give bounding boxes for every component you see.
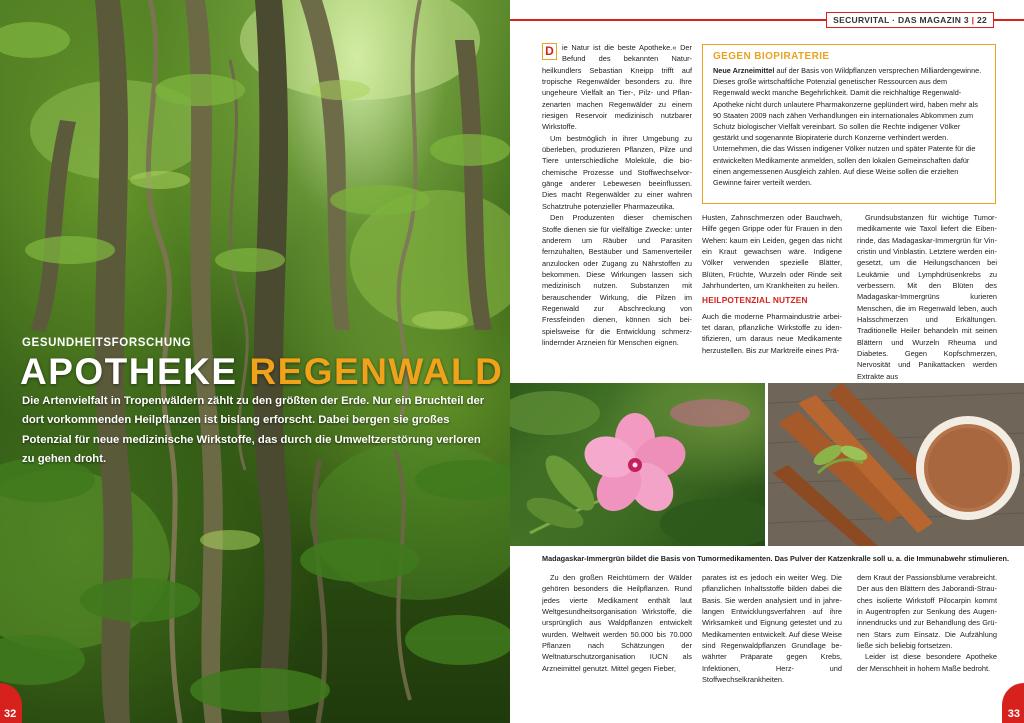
headline-part-white: APOTHEKE <box>20 351 238 392</box>
text-column-1 <box>542 42 692 348</box>
paragraph: Husten, Zahnschmerzen oder Bauchweh, Hilfe gegen Grippe oder für Frauen in den Wehen: kaum ein Leiden, gegen das nicht ein Kraut gewachsen wäre. Indigene Völker verwenden spezielle Blätter, Blüten, Früchte, Wurzeln oder Rinde seit Jahrhunderten, um Krankheiten zu heilen. <box>702 213 842 291</box>
subheading: HEILPOTENZIAL NUTZEN <box>702 295 808 306</box>
paragraph: Auch die moderne Pharmaindustrie arbeitet daran, pflanzliche Wirkstoffe zu identifizieren, um daraus neue Medikamente herzustellen. Bis zur Marktreife eines Prä- <box>702 311 842 355</box>
paragraph: Zu den großen Reichtümern der Wälder gehören besonders die Heilpflanzen. Rund jedes vierte Medikament enthält laut Weltgesundheitsorganisation Wirkstoffe, die ursprünglich aus Waldpflanzen entwickelt wurden. Weltweit werden 50.000 bis 70.000 Pflanzen nach Schätzungen der Weltnaturschutzorganisation IUCN als Arzneimittel genutzt. Mittel gegen Fieber, <box>542 573 692 673</box>
paragraph: dem Kraut der Passionsblume verabreicht. Der aus den Blättern des Jaborandi-Strauches isolierte Wirkstoff Pilocarpin kommt in Augentropfen zur Senkung des Augeninnendrucks und zur Behandlung des Grünen Stars zum Einsatz. Die Aufzählung ließe sich beliebig fortsetzen. <box>857 573 997 651</box>
bottom-text-column-3 <box>857 572 997 674</box>
paragraph: Um bestmöglich in ihrer Umgebung zu überleben, produzieren Pflanzen, Pilze und Tiere unterschiedliche Moleküle, die biochemische Prozesse und Stoffwechselvorgänge anderer Lebewesen beeinflussen. Dies macht Regenwälder zu einer wahren Schatztruhe potenzieller Pharmazeutika. <box>542 133 692 211</box>
cats-claw-bark-photo <box>768 383 1024 546</box>
header-page: 22 <box>976 15 987 25</box>
article-headline <box>20 351 503 393</box>
text-column-3 <box>857 212 997 382</box>
dropcap: D <box>542 43 557 60</box>
paragraph: Leider ist diese besondere Apotheke der Menschheit in hohem Maße bedroht. <box>857 652 997 673</box>
paragraph: D ie Natur ist die beste Apotheke.« Der Befund des bekannten Naturheilkundlers Sebastian Kneipp trifft auf tropische Regenwälder besonders zu. Ihre ungeheure Vielfalt an Tier-, Pilz- und Pflanzenarten machen Regenwälder zu einem riesigen Reservoir medizinisch nutzbarer Wirkstoffe. <box>542 43 692 132</box>
headline-part-orange: REGENWALD <box>249 351 504 392</box>
page-number-right: 33 <box>1007 708 1020 720</box>
box-text: Neue Arzneimittel auf der Basis von Wildpflanzen versprechen Milliardengewinne. Dieses große wirtschaftliche Potenzial genetischer Ressourcen aus dem Regenwald weckt manche Begehrlichkeit. Damit die reichhaltige Regenwald-Apotheke nicht durch unlautere Pharmakonzerne geplündert wird, haben mehr als 90 Staaten 2009 nach zähen Verhandlungen ein internationales Abkommen zum Schutz biologischer Vielfalt vereinbart. So sollen die Rechte indigener Völker gestärkt und sogenannte Biopiraterie durch Konzerne verhindert werden. Unternehmen, die das Wissen indigener Völker nutzen und später Patente für die entwickelten Medikamente anmelden, sollen den lokalen Gemeinschaften dafür einen angemessenen Ausgleich zahlen. Auf diese Weise sollen die erzielten Gewinne fairer verteilt werden. <box>713 66 982 188</box>
header-separator: | <box>971 15 975 25</box>
article-lead: Die Artenvielfalt in Tropenwäldern zählt zu den größten der Erde. Nur ein Bruchteil der dort vorkommenden Heilpflanzen ist bislang erforscht. Dabei bergen sie großes Potenzial für neue medizinische Wirkstoffe, das durch die Umweltzerstörung verloren zu gehen droht. <box>22 395 485 465</box>
paragraph: parates ist es jedoch ein weiter Weg. Die pflanzlichen Inhaltsstoffe bilden dabei die Basis. Sie werden analysiert und in jahrelangen Entwicklungsverfahren auf ihre Wirksamkeit und Eignung getestet und zu Medikamenten entwickelt. Auf diese Weise sind Regenwaldpflanzen Grundlage bewährter Präparate gegen Krebs, Infektionen, Herz- und Stoffwechselkrankheiten. <box>702 573 842 685</box>
right-page <box>510 0 1024 723</box>
photo-caption: Madagaskar-Immergrün bildet die Basis von Tumormedikamenten. Das Pulver der Katzenkralle soll u. a. die Immunabwehr stimulieren. <box>542 554 1010 563</box>
periwinkle-flower-photo <box>510 383 765 546</box>
bottom-text-column-1 <box>542 572 692 674</box>
flower-illustration <box>510 383 765 546</box>
running-header <box>826 12 994 28</box>
page-number-left: 32 <box>4 708 17 720</box>
article-kicker: GESUNDHEITSFORSCHUNG <box>22 337 192 349</box>
info-box-biopiraterie <box>702 44 996 204</box>
photo-strip <box>510 383 1024 546</box>
bark-illustration <box>768 383 1024 546</box>
paragraph: Den Produzenten dieser chemischen Stoffe dienen sie für vielfältige Zwecke: unter anderem um Räuber und Parasiten fernzuhalten, Bestäuber und Samenverteiler anzulocken oder Zugang zu Nährstoffen zu bekommen. Diese Wirkungen lassen sich medizinisch nutzen. Substanzen mit berauschender Wirkung, die Pilzen im Regenwald zur Abschreckung von Fressfeinden dienen, können sich beispielsweise für die Entwicklung schmerzlindernder Arzneien für Menschen eignen. <box>542 213 692 347</box>
header-magazine: SECURVITAL · DAS MAGAZIN 3 <box>833 15 969 25</box>
bottom-text-column-2 <box>702 572 842 685</box>
box-title: GEGEN BIOPIRATERIE <box>713 51 830 62</box>
paragraph: Grundsubstanzen für wichtige Tumormedikamente wie Taxol liefert die Eibenrinde, das Madagaskar-Immergrün für Vincristin und Vinblastin. Letztere werden eingesetzt, um die Heilungschancen bei Leukämie und Lymphdrüsenkrebs zu verbessern. Mit den Blüten des Madagaskar-Immergrüns kurieren Menschen, die im Regenwald leben, auch Halsschmerzen und Erkältungen. Traditionelle Heiler behandeln mit seinen Blättern und Wurzeln Rheuma und Diabetes. Gegen Kopfschmerzen, Nervosität und Panikattacken werden Extrakte aus <box>857 213 997 381</box>
text-column-2 <box>702 212 842 356</box>
left-page-jungle-photo <box>0 0 510 723</box>
